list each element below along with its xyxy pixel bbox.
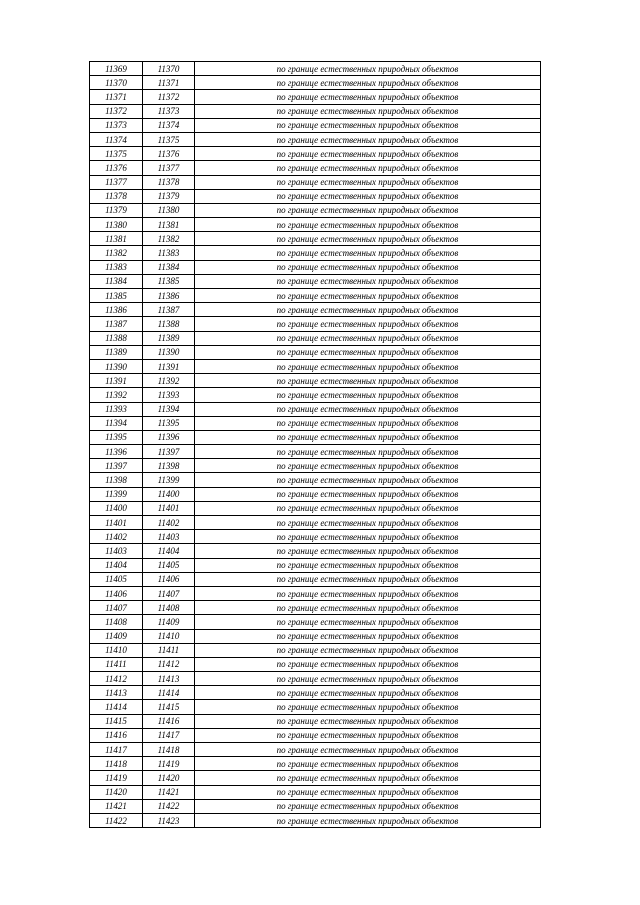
from-point-cell: 11415 [90, 714, 143, 728]
table-row [90, 289, 541, 303]
from-point-cell: 11375 [90, 147, 143, 161]
boundary-description-cell: по границе естественных природных объектов [195, 260, 541, 274]
from-point-cell: 11403 [90, 544, 143, 558]
table-row [90, 90, 541, 104]
from-point-cell: 11390 [90, 359, 143, 373]
boundary-description-cell: по границе естественных природных объектов [195, 601, 541, 615]
from-point-cell: 11389 [90, 345, 143, 359]
table-row [90, 813, 541, 827]
boundary-description-cell: по границе естественных природных объектов [195, 430, 541, 444]
boundary-description-cell: по границе естественных природных объектов [195, 218, 541, 232]
boundary-description-cell: по границе естественных природных объектов [195, 558, 541, 572]
to-point-cell: 11406 [143, 572, 195, 586]
boundary-description-cell: по границе естественных природных объектов [195, 317, 541, 331]
to-point-cell: 11409 [143, 615, 195, 629]
boundary-description-cell: по границе естественных природных объектов [195, 175, 541, 189]
table-row [90, 743, 541, 757]
to-point-cell: 11379 [143, 189, 195, 203]
table-row [90, 757, 541, 771]
boundary-description-cell: по границе естественных природных объектов [195, 813, 541, 827]
to-point-cell: 11422 [143, 799, 195, 813]
table-row [90, 530, 541, 544]
to-point-cell: 11377 [143, 161, 195, 175]
boundary-description-cell: по границе естественных природных объектов [195, 289, 541, 303]
table-row [90, 785, 541, 799]
from-point-cell: 11400 [90, 501, 143, 515]
from-point-cell: 11397 [90, 459, 143, 473]
from-point-cell: 11381 [90, 232, 143, 246]
from-point-cell: 11382 [90, 246, 143, 260]
to-point-cell: 11411 [143, 643, 195, 657]
boundary-description-cell: по границе естественных природных объектов [195, 700, 541, 714]
to-point-cell: 11419 [143, 757, 195, 771]
from-point-cell: 11386 [90, 303, 143, 317]
from-point-cell: 11419 [90, 771, 143, 785]
from-point-cell: 11388 [90, 331, 143, 345]
table-row [90, 232, 541, 246]
to-point-cell: 11407 [143, 586, 195, 600]
from-point-cell: 11396 [90, 445, 143, 459]
table-body [90, 62, 541, 828]
boundary-description-cell: по границе естественных природных объектов [195, 586, 541, 600]
document-page [89, 61, 640, 904]
to-point-cell: 11374 [143, 118, 195, 132]
boundary-description-cell: по границе естественных природных объектов [195, 643, 541, 657]
table-row [90, 643, 541, 657]
table-row [90, 459, 541, 473]
to-point-cell: 11404 [143, 544, 195, 558]
boundary-description-cell: по границе естественных природных объектов [195, 147, 541, 161]
boundary-description-cell: по границе естественных природных объектов [195, 303, 541, 317]
boundary-description-cell: по границе естественных природных объектов [195, 530, 541, 544]
boundary-description-cell: по границе естественных природных объектов [195, 374, 541, 388]
from-point-cell: 11410 [90, 643, 143, 657]
from-point-cell: 11393 [90, 402, 143, 416]
to-point-cell: 11376 [143, 147, 195, 161]
from-point-cell: 11391 [90, 374, 143, 388]
to-point-cell: 11410 [143, 629, 195, 643]
to-point-cell: 11402 [143, 516, 195, 530]
from-point-cell: 11413 [90, 686, 143, 700]
to-point-cell: 11399 [143, 473, 195, 487]
boundary-description-cell: по границе естественных природных объектов [195, 785, 541, 799]
from-point-cell: 11387 [90, 317, 143, 331]
to-point-cell: 11375 [143, 132, 195, 146]
to-point-cell: 11398 [143, 459, 195, 473]
from-point-cell: 11395 [90, 430, 143, 444]
table-row [90, 132, 541, 146]
from-point-cell: 11392 [90, 388, 143, 402]
table-row [90, 161, 541, 175]
table-row [90, 700, 541, 714]
from-point-cell: 11401 [90, 516, 143, 530]
to-point-cell: 11370 [143, 62, 195, 76]
from-point-cell: 11383 [90, 260, 143, 274]
boundary-description-cell: по границе естественных природных объектов [195, 473, 541, 487]
from-point-cell: 11398 [90, 473, 143, 487]
to-point-cell: 11391 [143, 359, 195, 373]
boundary-description-cell: по границе естественных природных объектов [195, 203, 541, 217]
from-point-cell: 11412 [90, 672, 143, 686]
to-point-cell: 11381 [143, 218, 195, 232]
table-row [90, 586, 541, 600]
to-point-cell: 11397 [143, 445, 195, 459]
boundary-description-cell: по границе естественных природных объектов [195, 90, 541, 104]
table-row [90, 473, 541, 487]
to-point-cell: 11371 [143, 76, 195, 90]
to-point-cell: 11394 [143, 402, 195, 416]
table-row [90, 416, 541, 430]
table-row [90, 487, 541, 501]
table-row [90, 501, 541, 515]
boundary-description-cell: по границе естественных природных объектов [195, 402, 541, 416]
boundary-description-cell: по границе естественных природных объектов [195, 274, 541, 288]
table-row [90, 147, 541, 161]
boundary-description-cell: по границе естественных природных объектов [195, 331, 541, 345]
table-row [90, 799, 541, 813]
table-row [90, 388, 541, 402]
to-point-cell: 11408 [143, 601, 195, 615]
table-row [90, 402, 541, 416]
table-row [90, 686, 541, 700]
boundary-description-cell: по границе естественных природных объектов [195, 657, 541, 671]
table-row [90, 274, 541, 288]
from-point-cell: 11369 [90, 62, 143, 76]
boundary-description-cell: по границе естественных природных объектов [195, 615, 541, 629]
boundary-description-cell: по границе естественных природных объектов [195, 62, 541, 76]
from-point-cell: 11420 [90, 785, 143, 799]
table-row [90, 218, 541, 232]
boundary-description-cell: по границе естественных природных объектов [195, 799, 541, 813]
table-row [90, 657, 541, 671]
boundary-description-cell: по границе естественных природных объектов [195, 501, 541, 515]
to-point-cell: 11390 [143, 345, 195, 359]
boundary-description-cell: по границе естественных природных объектов [195, 445, 541, 459]
boundary-description-cell: по границе естественных природных объектов [195, 487, 541, 501]
to-point-cell: 11373 [143, 104, 195, 118]
from-point-cell: 11370 [90, 76, 143, 90]
to-point-cell: 11414 [143, 686, 195, 700]
to-point-cell: 11421 [143, 785, 195, 799]
from-point-cell: 11372 [90, 104, 143, 118]
boundary-points-table [89, 61, 541, 828]
boundary-description-cell: по границе естественных природных объектов [195, 714, 541, 728]
boundary-description-cell: по границе естественных природных объектов [195, 757, 541, 771]
from-point-cell: 11406 [90, 586, 143, 600]
to-point-cell: 11384 [143, 260, 195, 274]
to-point-cell: 11423 [143, 813, 195, 827]
boundary-description-cell: по границе естественных природных объектов [195, 104, 541, 118]
to-point-cell: 11385 [143, 274, 195, 288]
to-point-cell: 11392 [143, 374, 195, 388]
boundary-description-cell: по границе естественных природных объектов [195, 771, 541, 785]
from-point-cell: 11374 [90, 132, 143, 146]
from-point-cell: 11378 [90, 189, 143, 203]
table-row [90, 445, 541, 459]
to-point-cell: 11403 [143, 530, 195, 544]
from-point-cell: 11416 [90, 728, 143, 742]
from-point-cell: 11414 [90, 700, 143, 714]
to-point-cell: 11418 [143, 743, 195, 757]
table-row [90, 359, 541, 373]
from-point-cell: 11402 [90, 530, 143, 544]
boundary-description-cell: по границе естественных природных объектов [195, 743, 541, 757]
table-row [90, 203, 541, 217]
to-point-cell: 11405 [143, 558, 195, 572]
table-row [90, 345, 541, 359]
boundary-description-cell: по границе естественных природных объектов [195, 544, 541, 558]
to-point-cell: 11401 [143, 501, 195, 515]
boundary-description-cell: по границе естественных природных объектов [195, 359, 541, 373]
table-row [90, 331, 541, 345]
boundary-description-cell: по границе естественных природных объектов [195, 76, 541, 90]
table-row [90, 260, 541, 274]
from-point-cell: 11376 [90, 161, 143, 175]
to-point-cell: 11380 [143, 203, 195, 217]
boundary-description-cell: по границе естественных природных объектов [195, 572, 541, 586]
to-point-cell: 11420 [143, 771, 195, 785]
to-point-cell: 11393 [143, 388, 195, 402]
from-point-cell: 11404 [90, 558, 143, 572]
from-point-cell: 11422 [90, 813, 143, 827]
to-point-cell: 11387 [143, 303, 195, 317]
table-row [90, 615, 541, 629]
from-point-cell: 11399 [90, 487, 143, 501]
to-point-cell: 11417 [143, 728, 195, 742]
to-point-cell: 11412 [143, 657, 195, 671]
table-row [90, 629, 541, 643]
from-point-cell: 11394 [90, 416, 143, 430]
from-point-cell: 11379 [90, 203, 143, 217]
boundary-description-cell: по границе естественных природных объектов [195, 161, 541, 175]
to-point-cell: 11413 [143, 672, 195, 686]
table-row [90, 189, 541, 203]
to-point-cell: 11416 [143, 714, 195, 728]
table-row [90, 374, 541, 388]
to-point-cell: 11378 [143, 175, 195, 189]
to-point-cell: 11389 [143, 331, 195, 345]
boundary-description-cell: по границе естественных природных объектов [195, 189, 541, 203]
table-row [90, 601, 541, 615]
to-point-cell: 11400 [143, 487, 195, 501]
boundary-description-cell: по границе естественных природных объектов [195, 232, 541, 246]
boundary-description-cell: по границе естественных природных объектов [195, 516, 541, 530]
to-point-cell: 11395 [143, 416, 195, 430]
from-point-cell: 11377 [90, 175, 143, 189]
boundary-description-cell: по границе естественных природных объектов [195, 388, 541, 402]
table-row [90, 558, 541, 572]
to-point-cell: 11396 [143, 430, 195, 444]
from-point-cell: 11411 [90, 657, 143, 671]
from-point-cell: 11385 [90, 289, 143, 303]
boundary-description-cell: по границе естественных природных объектов [195, 672, 541, 686]
from-point-cell: 11408 [90, 615, 143, 629]
from-point-cell: 11384 [90, 274, 143, 288]
boundary-description-cell: по границе естественных природных объектов [195, 118, 541, 132]
boundary-description-cell: по границе естественных природных объектов [195, 132, 541, 146]
to-point-cell: 11415 [143, 700, 195, 714]
to-point-cell: 11382 [143, 232, 195, 246]
from-point-cell: 11371 [90, 90, 143, 104]
table-row [90, 175, 541, 189]
table-row [90, 714, 541, 728]
boundary-description-cell: по границе естественных природных объектов [195, 246, 541, 260]
from-point-cell: 11418 [90, 757, 143, 771]
table-row [90, 516, 541, 530]
table-row [90, 672, 541, 686]
boundary-description-cell: по границе естественных природных объектов [195, 686, 541, 700]
table-row [90, 118, 541, 132]
to-point-cell: 11372 [143, 90, 195, 104]
from-point-cell: 11417 [90, 743, 143, 757]
to-point-cell: 11388 [143, 317, 195, 331]
from-point-cell: 11405 [90, 572, 143, 586]
table-row [90, 430, 541, 444]
table-row [90, 728, 541, 742]
boundary-description-cell: по границе естественных природных объектов [195, 416, 541, 430]
table-row [90, 246, 541, 260]
table-row [90, 572, 541, 586]
table-row [90, 317, 541, 331]
from-point-cell: 11380 [90, 218, 143, 232]
from-point-cell: 11409 [90, 629, 143, 643]
table-row [90, 303, 541, 317]
table-row [90, 62, 541, 76]
table-row [90, 76, 541, 90]
boundary-description-cell: по границе естественных природных объектов [195, 629, 541, 643]
table-row [90, 771, 541, 785]
boundary-description-cell: по границе естественных природных объектов [195, 345, 541, 359]
boundary-description-cell: по границе естественных природных объектов [195, 728, 541, 742]
to-point-cell: 11386 [143, 289, 195, 303]
from-point-cell: 11373 [90, 118, 143, 132]
from-point-cell: 11407 [90, 601, 143, 615]
table-row [90, 104, 541, 118]
table-row [90, 544, 541, 558]
to-point-cell: 11383 [143, 246, 195, 260]
from-point-cell: 11421 [90, 799, 143, 813]
boundary-description-cell: по границе естественных природных объектов [195, 459, 541, 473]
